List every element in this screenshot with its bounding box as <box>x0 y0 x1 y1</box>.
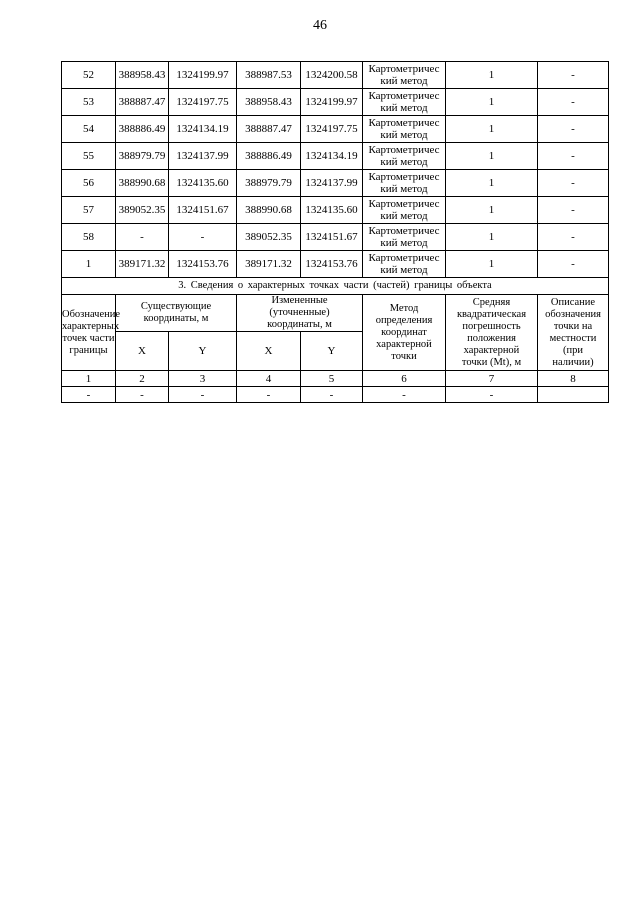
accuracy-value: 1 <box>446 251 538 278</box>
changed-y: 1324135.60 <box>301 197 363 224</box>
changed-x: 388958.43 <box>237 89 301 116</box>
header-changed-coords <box>237 295 363 332</box>
method-text: кий метод <box>380 237 428 249</box>
changed-y: 1324153.76 <box>301 251 363 278</box>
table-row <box>62 116 609 143</box>
method-cell <box>363 197 446 224</box>
method-text: Картометричес <box>368 252 440 264</box>
existing-x: 388886.49 <box>116 116 169 143</box>
method-cell <box>363 170 446 197</box>
header-designation <box>62 295 121 371</box>
empty-cell: - <box>169 387 237 403</box>
accuracy-value: 1 <box>446 170 538 197</box>
method-text: Картометричес <box>368 144 440 156</box>
header-line: положения <box>467 332 516 344</box>
column-number: 4 <box>237 371 301 387</box>
column-number: 3 <box>169 371 237 387</box>
method-text: кий метод <box>380 129 428 141</box>
empty-cell: - <box>301 387 363 403</box>
coordinate-rows <box>62 62 609 278</box>
header-line: (уточненные) <box>269 307 330 318</box>
header-line: координат <box>381 326 427 338</box>
method-text: кий метод <box>380 102 428 114</box>
existing-x: 389052.35 <box>116 197 169 224</box>
description-value: - <box>538 143 609 170</box>
method-text: кий метод <box>380 75 428 87</box>
existing-y: 1324151.67 <box>169 197 237 224</box>
point-number: 55 <box>62 143 116 170</box>
header-changed-y: Y <box>301 332 363 371</box>
empty-cell: - <box>62 387 116 403</box>
header-line: Существующие <box>140 301 212 312</box>
table-row <box>62 62 609 89</box>
description-value: - <box>538 170 609 197</box>
changed-x: 388887.47 <box>237 116 301 143</box>
method-cell <box>363 143 446 170</box>
header-line: точки на <box>553 320 593 332</box>
column-number: 1 <box>62 371 116 387</box>
existing-y: 1324137.99 <box>169 143 237 170</box>
accuracy-value: 1 <box>446 224 538 251</box>
section3 <box>62 278 609 403</box>
header-line: определения <box>375 314 433 326</box>
method-cell <box>363 89 446 116</box>
column-number: 5 <box>301 371 363 387</box>
header-line: квадратическая <box>456 308 527 320</box>
header-line: Описание <box>550 296 596 308</box>
changed-x: 388987.53 <box>237 62 301 89</box>
header-changed-x: X <box>237 332 301 371</box>
method-text: кий метод <box>380 183 428 195</box>
header-line: обозначения <box>545 308 601 320</box>
header-line: координаты, м <box>143 313 209 324</box>
header-existing-x: X <box>116 332 169 371</box>
existing-x: 388887.47 <box>116 89 169 116</box>
existing-y: 1324135.60 <box>169 170 237 197</box>
header-method <box>363 295 446 371</box>
page-number: 46 <box>313 18 327 33</box>
existing-y: 1324153.76 <box>169 251 237 278</box>
changed-x: 388979.79 <box>237 170 301 197</box>
description-value: - <box>538 89 609 116</box>
point-number: 54 <box>62 116 116 143</box>
changed-y: 1324197.75 <box>301 116 363 143</box>
header-line: границы <box>69 344 108 356</box>
method-text: Картометричес <box>368 198 440 210</box>
table-row <box>62 251 609 278</box>
coordinates-table <box>61 61 609 403</box>
header-description <box>538 295 609 371</box>
header-existing-y: Y <box>169 332 237 371</box>
header-line: точек части <box>62 332 115 344</box>
changed-y: 1324199.97 <box>301 89 363 116</box>
header-line: Средняя <box>472 296 511 308</box>
header-line: Метод <box>389 302 419 314</box>
changed-x: 389171.32 <box>237 251 301 278</box>
section3-title: 3. Сведения о характерных точках части (частей) границы объекта <box>62 278 609 295</box>
method-text: Картометричес <box>368 117 440 129</box>
method-text: кий метод <box>380 264 428 276</box>
header-line: погрешность <box>462 320 521 332</box>
column-number: 6 <box>363 371 446 387</box>
existing-y: 1324197.75 <box>169 89 237 116</box>
description-value: - <box>538 62 609 89</box>
method-cell <box>363 251 446 278</box>
empty-cell: - <box>363 387 446 403</box>
header-accuracy <box>446 295 538 371</box>
method-text: Картометричес <box>368 171 440 183</box>
header-line: характерной <box>463 344 520 356</box>
table-row <box>62 224 609 251</box>
header-line: местности <box>549 332 597 344</box>
changed-y: 1324200.58 <box>301 62 363 89</box>
empty-cell: - <box>446 387 538 403</box>
header-line: точки <box>391 350 417 362</box>
header-line: характерных <box>62 320 120 332</box>
accuracy-value: 1 <box>446 197 538 224</box>
table-row <box>62 89 609 116</box>
existing-x: 388990.68 <box>116 170 169 197</box>
method-text: кий метод <box>380 210 428 222</box>
changed-x: 388886.49 <box>237 143 301 170</box>
point-number: 52 <box>62 62 116 89</box>
description-value: - <box>538 224 609 251</box>
method-cell <box>363 116 446 143</box>
method-cell <box>363 224 446 251</box>
point-number: 1 <box>62 251 116 278</box>
header-line: Измененные <box>271 295 328 306</box>
description-value: - <box>538 251 609 278</box>
method-text: Картометричес <box>368 63 440 75</box>
table-row <box>62 170 609 197</box>
header-existing-coords <box>116 295 237 332</box>
header-line: наличии) <box>552 356 594 368</box>
point-number: 57 <box>62 197 116 224</box>
changed-x: 388990.68 <box>237 197 301 224</box>
empty-cell: - <box>237 387 301 403</box>
header-line: (при <box>563 344 583 356</box>
existing-y: 1324199.97 <box>169 62 237 89</box>
empty-cell <box>538 387 609 403</box>
existing-y: - <box>169 224 237 251</box>
column-number: 8 <box>538 371 609 387</box>
accuracy-value: 1 <box>446 116 538 143</box>
point-number: 53 <box>62 89 116 116</box>
header-line: координаты, м <box>267 319 332 330</box>
section3-empty-row <box>62 387 609 403</box>
table-row <box>62 143 609 170</box>
column-number: 7 <box>446 371 538 387</box>
changed-y: 1324151.67 <box>301 224 363 251</box>
accuracy-value: 1 <box>446 62 538 89</box>
existing-x: 388958.43 <box>116 62 169 89</box>
empty-cell: - <box>116 387 169 403</box>
column-number: 2 <box>116 371 169 387</box>
changed-x: 389052.35 <box>237 224 301 251</box>
accuracy-value: 1 <box>446 89 538 116</box>
existing-y: 1324134.19 <box>169 116 237 143</box>
method-cell <box>363 62 446 89</box>
existing-x: 389171.32 <box>116 251 169 278</box>
point-number: 58 <box>62 224 116 251</box>
description-value: - <box>538 197 609 224</box>
existing-x: 388979.79 <box>116 143 169 170</box>
header-line: Обозначение <box>62 308 121 320</box>
description-value: - <box>538 116 609 143</box>
header-line: характерной <box>376 338 432 350</box>
changed-y: 1324134.19 <box>301 143 363 170</box>
method-text: Картометричес <box>368 225 440 237</box>
table-row <box>62 197 609 224</box>
point-number: 56 <box>62 170 116 197</box>
changed-y: 1324137.99 <box>301 170 363 197</box>
existing-x: - <box>116 224 169 251</box>
column-numbers-row <box>62 371 609 387</box>
accuracy-value: 1 <box>446 143 538 170</box>
method-text: Картометричес <box>368 90 440 102</box>
method-text: кий метод <box>380 156 428 168</box>
header-line: точки (Mt), м <box>461 356 522 368</box>
